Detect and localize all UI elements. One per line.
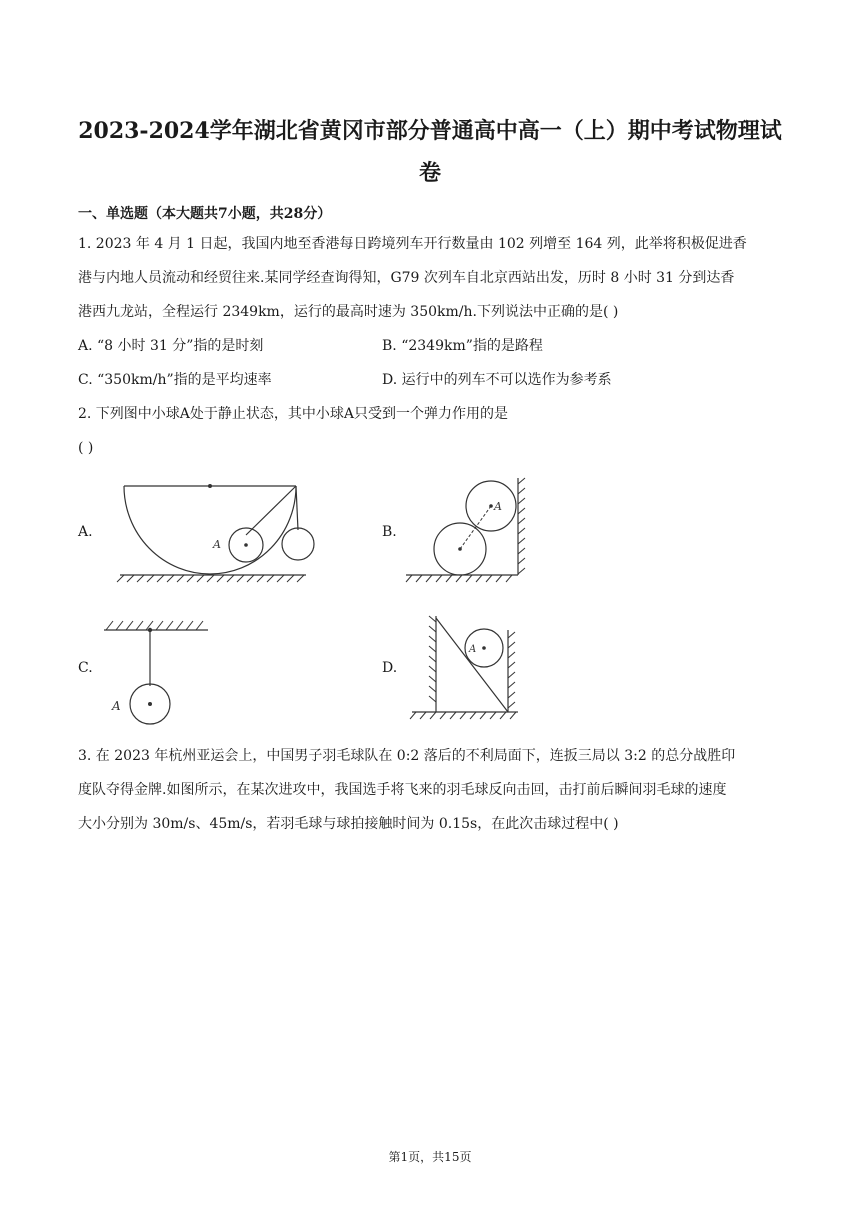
- q1-text-line2: 港与内地人员流动和经贸往来.某同学经查询得知，G79 次列车自北京西站出发，历时 8 小时 31 分到达香: [78, 270, 735, 286]
- q2-figure-c-label: C.: [78, 660, 93, 676]
- q2-figure-d-label: D.: [382, 660, 398, 676]
- q2-figure-a: [110, 478, 330, 588]
- q2-figure-b-label: B.: [382, 524, 397, 540]
- q2-figure-c: [100, 614, 216, 726]
- q2-figure-b: [404, 474, 534, 590]
- q3-text-line3: 大小分别为 30m/s、45m/s，若羽毛球与球拍接触时间为 0.15s，在此次击球过程中( ): [78, 816, 619, 832]
- q2-figure-a-label: A.: [78, 524, 93, 540]
- q1-text-line1: 1. 2023 年 4 月 1 日起，我国内地至香港每日跨境列车开行数量由 102 列增至 164 列，此举将积极促进香: [78, 236, 747, 252]
- q2-figure-c-ball-label: A: [112, 699, 121, 713]
- q1-text-line3: 港西九龙站，全程运行 2349km，运行的最高时速为 350km/h.下列说法中正确的是( ): [78, 304, 619, 320]
- q1-option-d: D. 运行中的列车不可以选作为参考系: [382, 372, 612, 388]
- q2-figure-b-ball-label: A: [494, 500, 502, 513]
- q1-option-c: C. “350km/h”指的是平均速率: [78, 372, 272, 388]
- exam-title-line2: 卷: [418, 160, 441, 186]
- q2-text-line1: 2. 下列图中小球A处于静止状态，其中小球A只受到一个弹力作用的是: [78, 406, 509, 422]
- q2-figure-d-ball-label: A: [469, 644, 477, 655]
- q3-text-line1: 3. 在 2023 年杭州亚运会上，中国男子羽毛球队在 0:2 落后的不利局面下，连扳三局以 3:2 的总分战胜印: [78, 748, 736, 764]
- q3-text-line2: 度队夺得金牌.如图所示，在某次进攻中，我国选手将飞来的羽毛球反向击回，击打前后瞬间羽毛球的速度: [78, 782, 727, 798]
- section-heading: 一、单选题（本大题共7小题，共28分）: [78, 206, 332, 222]
- page-footer: 第1页，共15页: [388, 1150, 472, 1164]
- exam-title-line1: 2023-2024学年湖北省黄冈市部分普通高中高一（上）期中考试物理试: [78, 118, 782, 144]
- q2-figure-a-ball-label: A: [213, 538, 221, 551]
- q2-text-line2: ( ): [78, 440, 94, 456]
- q1-option-b: B. “2349km”指的是路程: [382, 338, 543, 354]
- q1-option-a: A. “8 小时 31 分”指的是时刻: [78, 338, 264, 354]
- q2-figure-d: [402, 612, 524, 724]
